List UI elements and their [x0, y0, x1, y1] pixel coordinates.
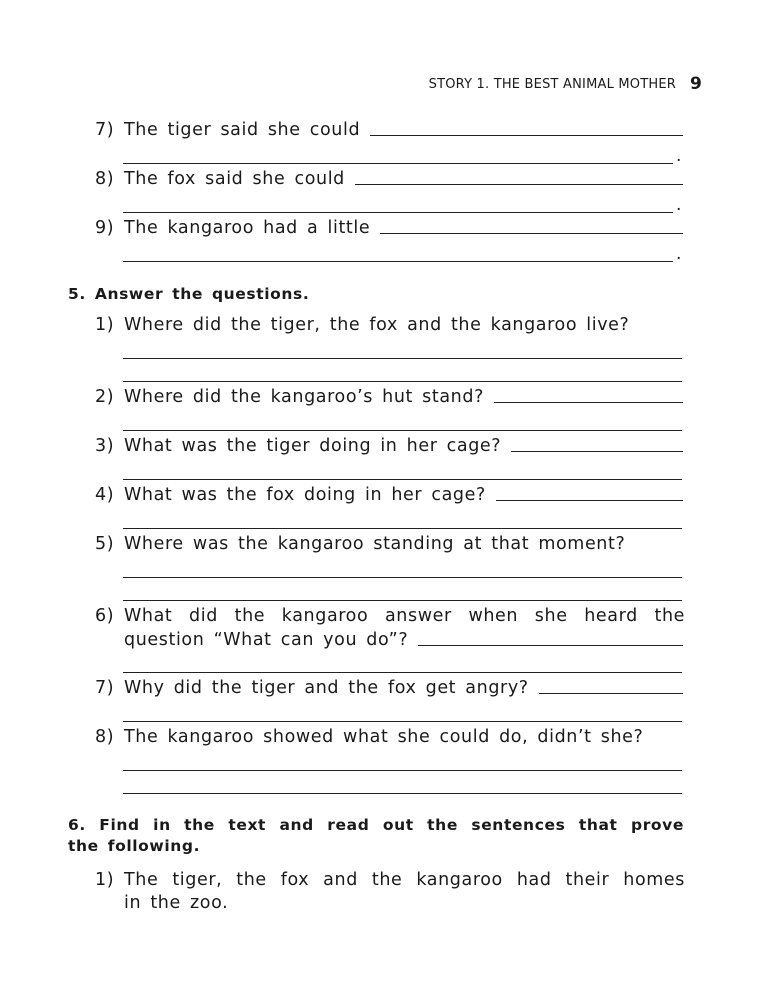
answer-line[interactable] — [123, 261, 673, 262]
item-text: The fox said she could — [124, 169, 345, 189]
period: . — [676, 146, 682, 166]
question-number: 4) — [95, 485, 115, 505]
question-text: Why did the tiger and the fox get angry? — [124, 678, 529, 698]
answer-line[interactable] — [123, 430, 682, 431]
item-number: 8) — [95, 169, 115, 189]
question-text: What was the fox doing in her cage? — [124, 485, 486, 505]
question-text: The kangaroo showed what she could do, didn’t she? — [124, 727, 644, 747]
section-6-item-1 — [95, 870, 685, 913]
sentence-item-9 — [95, 218, 683, 238]
question-number: 6) — [95, 606, 115, 626]
item-number: 9) — [95, 218, 115, 238]
section-6-heading — [68, 816, 684, 855]
page-header — [429, 73, 702, 93]
answer-line[interactable] — [123, 672, 682, 673]
question-number: 2) — [95, 387, 115, 407]
question-1 — [95, 315, 683, 335]
question-5 — [95, 534, 683, 554]
section-5-heading: 5. Answer the questions. — [68, 285, 310, 303]
answer-line[interactable] — [123, 212, 673, 213]
answer-line[interactable] — [355, 184, 683, 185]
item-number: 1) — [95, 870, 115, 890]
question-text: What was the tiger doing in her cage? — [124, 436, 502, 456]
question-6 — [95, 606, 685, 626]
question-8 — [95, 727, 683, 747]
section-6-heading-line-1: 6. Find in the text and read out the sentences that prove — [68, 816, 684, 834]
question-number: 8) — [95, 727, 115, 747]
section-6-heading-line-2: the following. — [68, 837, 201, 855]
answer-line[interactable] — [380, 233, 683, 234]
answer-line[interactable] — [123, 381, 682, 382]
question-text-line-2: question “What can you do”? — [124, 630, 409, 650]
question-number: 3) — [95, 436, 115, 456]
item-text: The tiger said she could — [124, 120, 361, 140]
answer-line[interactable] — [123, 793, 682, 794]
answer-line[interactable] — [494, 402, 683, 403]
answer-line[interactable] — [123, 600, 682, 601]
answer-line[interactable] — [539, 693, 683, 694]
question-text-line-1: What did the kangaroo answer when she heard the — [124, 606, 685, 626]
answer-line[interactable] — [123, 577, 682, 578]
question-number: 7) — [95, 678, 115, 698]
answer-line[interactable] — [123, 163, 673, 164]
answer-line[interactable] — [370, 135, 683, 136]
answer-line[interactable] — [511, 451, 683, 452]
answer-line[interactable] — [123, 721, 682, 722]
running-title: STORY 1. THE BEST ANIMAL MOTHER — [428, 77, 676, 92]
answer-line[interactable] — [123, 479, 682, 480]
question-4 — [95, 485, 683, 505]
period: . — [676, 244, 682, 264]
period: . — [676, 195, 682, 215]
answer-line[interactable] — [496, 500, 683, 501]
answer-line[interactable] — [123, 528, 682, 529]
item-text: The kangaroo had a little — [124, 218, 371, 238]
question-6-cont — [95, 630, 683, 650]
item-number: 7) — [95, 120, 115, 140]
sentence-item-7 — [95, 120, 683, 140]
question-text: Where did the tiger, the fox and the kangaroo live? — [124, 315, 630, 335]
page-number: 9 — [689, 74, 702, 94]
answer-line[interactable] — [418, 645, 683, 646]
item-text-line-1: The tiger, the fox and the kangaroo had their homes — [124, 870, 685, 890]
question-text: Where did the kangaroo’s hut stand? — [124, 387, 484, 407]
answer-line[interactable] — [123, 358, 682, 359]
sentence-item-8 — [95, 169, 683, 189]
question-number: 1) — [95, 315, 115, 335]
question-text: Where was the kangaroo standing at that moment? — [124, 534, 626, 554]
question-number: 5) — [95, 534, 115, 554]
item-text-line-2: in the zoo. — [124, 893, 229, 913]
answer-line[interactable] — [123, 770, 682, 771]
question-2 — [95, 387, 683, 407]
question-7 — [95, 678, 683, 698]
question-3 — [95, 436, 683, 456]
